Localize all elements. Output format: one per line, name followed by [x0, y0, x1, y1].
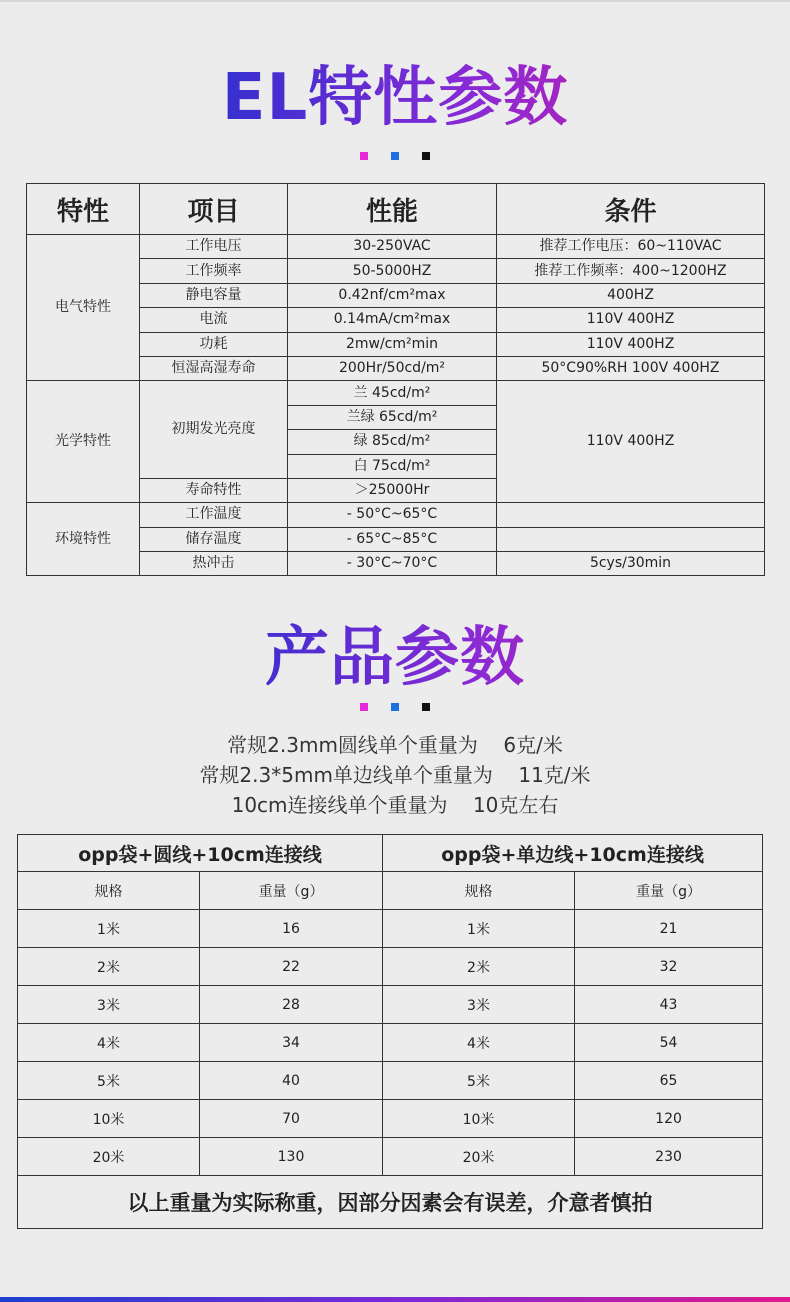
- spec-cell: 1米: [383, 910, 575, 948]
- el-title-dots: [0, 152, 790, 160]
- table-row: [18, 948, 763, 986]
- perf-cell: - 50°C~65°C: [288, 503, 497, 527]
- spec-cell: 20米: [18, 1138, 200, 1176]
- table-row: [27, 503, 765, 527]
- spec-cell: 10米: [18, 1100, 200, 1138]
- dot-black: [422, 703, 430, 711]
- item-cell: 静电容量: [140, 283, 288, 307]
- spec-cell: 10米: [383, 1100, 575, 1138]
- weight-cell: 120: [575, 1100, 763, 1138]
- dot-black: [422, 152, 430, 160]
- prod-footer-row: [18, 1176, 763, 1229]
- el-spec-table: [26, 183, 765, 576]
- perf-cell: 50-5000HZ: [288, 259, 497, 283]
- spec-cell: 5米: [383, 1062, 575, 1100]
- cond-cell: 推荐工作频率：400~1200HZ: [497, 259, 765, 283]
- spec-cell: 4米: [383, 1024, 575, 1062]
- group-optical: 光学特性: [27, 381, 140, 503]
- item-cell: 功耗: [140, 332, 288, 356]
- perf-cell: 绿 85cd/m²: [288, 430, 497, 454]
- cond-cell: 110V 400HZ: [497, 381, 765, 503]
- prod-title-row: [18, 835, 763, 872]
- weight-cell: 22: [200, 948, 383, 986]
- cond-cell: [497, 503, 765, 527]
- perf-cell: 兰绿 65cd/m²: [288, 405, 497, 429]
- col-weight-header: 重量（g）: [200, 872, 383, 910]
- weight-notes: [0, 730, 790, 820]
- group-electric: 电气特性: [27, 235, 140, 381]
- spec-cell: 3米: [18, 986, 200, 1024]
- weight-cell: 16: [200, 910, 383, 948]
- dot-magenta: [360, 703, 368, 711]
- perf-cell: - 65°C~85°C: [288, 527, 497, 551]
- weight-cell: 43: [575, 986, 763, 1024]
- weight-disclaimer: 以上重量为实际称重，因部分因素会有误差，介意者慎拍: [18, 1176, 763, 1229]
- perf-cell: ＞25000Hr: [288, 478, 497, 502]
- header-performance: 性能: [288, 184, 497, 235]
- perf-cell: 0.14mA/cm²max: [288, 308, 497, 332]
- item-cell: 工作温度: [140, 503, 288, 527]
- weight-cell: 21: [575, 910, 763, 948]
- item-cell: 储存温度: [140, 527, 288, 551]
- left-package-title: opp袋+圆线+10cm连接线: [18, 835, 383, 872]
- cond-cell: 50°C90%RH 100V 400HZ: [497, 356, 765, 380]
- note-line: 常规2.3*5mm单边线单个重量为 11克/米: [199, 763, 591, 787]
- spec-cell: 3米: [383, 986, 575, 1024]
- item-cell: 电流: [140, 308, 288, 332]
- product-section-title: 产品参数: [0, 616, 790, 700]
- table-row: [18, 1100, 763, 1138]
- col-weight-header: 重量（g）: [575, 872, 763, 910]
- item-cell: 恒湿高湿寿命: [140, 356, 288, 380]
- spec-cell: 4米: [18, 1024, 200, 1062]
- item-cell: 工作频率: [140, 259, 288, 283]
- header-condition: 条件: [497, 184, 765, 235]
- item-cell: 热冲击: [140, 552, 288, 576]
- cond-cell: 400HZ: [497, 283, 765, 307]
- cond-cell: 推荐工作电压：60~110VAC: [497, 235, 765, 259]
- col-spec-header: 规格: [18, 872, 200, 910]
- prod-header-row: [18, 872, 763, 910]
- perf-cell: 2mw/cm²min: [288, 332, 497, 356]
- spec-cell: 2米: [383, 948, 575, 986]
- item-cell: 初期发光亮度: [140, 381, 288, 479]
- weight-cell: 130: [200, 1138, 383, 1176]
- cond-cell: 5cys/30min: [497, 552, 765, 576]
- weight-cell: 70: [200, 1100, 383, 1138]
- item-cell: 寿命特性: [140, 478, 288, 502]
- header-item: 项目: [140, 184, 288, 235]
- item-cell: 工作电压: [140, 235, 288, 259]
- top-divider: [0, 0, 790, 2]
- dot-magenta: [360, 152, 368, 160]
- weight-cell: 32: [575, 948, 763, 986]
- perf-cell: 兰 45cd/m²: [288, 381, 497, 405]
- weight-cell: 28: [200, 986, 383, 1024]
- cond-cell: 110V 400HZ: [497, 308, 765, 332]
- dot-blue: [391, 152, 399, 160]
- perf-cell: 30-250VAC: [288, 235, 497, 259]
- table-row: [18, 1062, 763, 1100]
- perf-cell: 白 75cd/m²: [288, 454, 497, 478]
- cond-cell: 110V 400HZ: [497, 332, 765, 356]
- spec-cell: 2米: [18, 948, 200, 986]
- table-row: [18, 1138, 763, 1176]
- spec-header-row: [27, 184, 765, 235]
- perf-cell: 200Hr/50cd/m²: [288, 356, 497, 380]
- dot-blue: [391, 703, 399, 711]
- product-title-dots: [0, 703, 790, 711]
- cond-cell: [497, 527, 765, 551]
- perf-cell: - 30°C~70°C: [288, 552, 497, 576]
- table-row: [27, 235, 765, 259]
- table-row: [18, 986, 763, 1024]
- weight-cell: 230: [575, 1138, 763, 1176]
- spec-cell: 5米: [18, 1062, 200, 1100]
- weight-cell: 54: [575, 1024, 763, 1062]
- weight-cell: 34: [200, 1024, 383, 1062]
- header-characteristic: 特性: [27, 184, 140, 235]
- table-row: [18, 910, 763, 948]
- right-package-title: opp袋+单边线+10cm连接线: [383, 835, 763, 872]
- note-line: 10cm连接线单个重量为 10克左右: [231, 793, 559, 817]
- weight-cell: 65: [575, 1062, 763, 1100]
- spec-cell: 20米: [383, 1138, 575, 1176]
- table-row: [27, 381, 765, 405]
- spec-cell: 1米: [18, 910, 200, 948]
- el-section-title: EL特性参数: [0, 56, 790, 140]
- col-spec-header: 规格: [383, 872, 575, 910]
- product-weight-table: [17, 834, 763, 1229]
- group-environment: 环境特性: [27, 503, 140, 576]
- bottom-accent-bar: [0, 1297, 790, 1302]
- weight-cell: 40: [200, 1062, 383, 1100]
- note-line: 常规2.3mm圆线单个重量为 6克/米: [227, 733, 563, 757]
- perf-cell: 0.42nf/cm²max: [288, 283, 497, 307]
- table-row: [18, 1024, 763, 1062]
